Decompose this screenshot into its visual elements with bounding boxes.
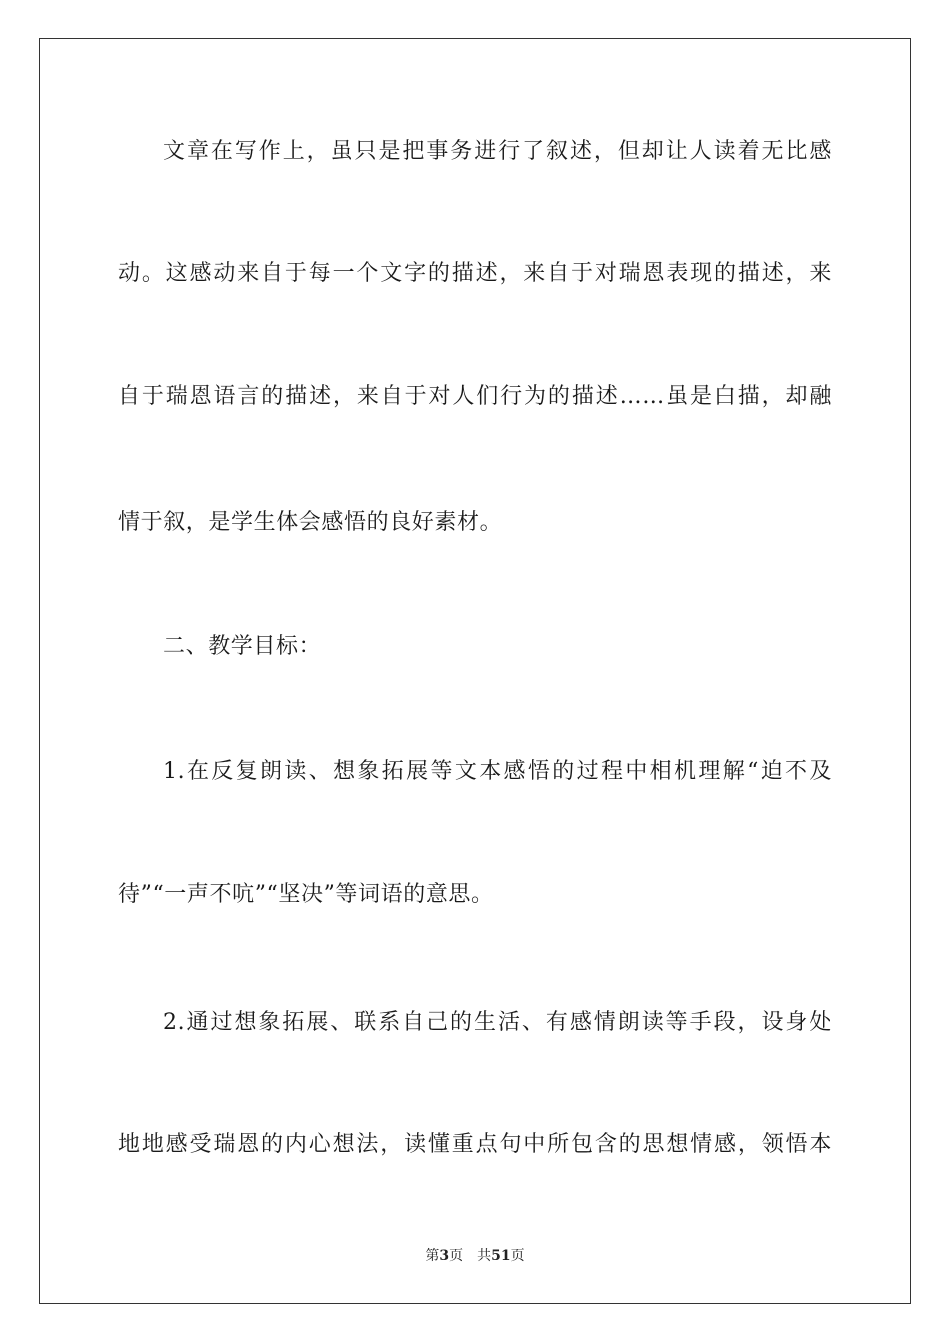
total-prefix: 共: [477, 1248, 492, 1264]
paragraph-line-3: 自于瑞恩语言的描述，来自于对人们行为的描述……虽是白描，却融: [118, 384, 832, 409]
goal-1-line-2: 待”“一声不吭”“坚决”等词语的意思。: [118, 882, 494, 907]
goal-1-line-1: 1.在反复朗读、想象拓展等文本感悟的过程中相机理解“迫不及: [163, 759, 832, 784]
page-suffix: 页: [449, 1248, 464, 1264]
paragraph-line-2: 动。这感动来自于每一个文字的描述，来自于对瑞恩表现的描述，来: [118, 261, 832, 286]
paragraph-line-1: 文章在写作上，虽只是把事务进行了叙述，但却让人读着无比感: [163, 139, 832, 164]
goal-2-line-2: 地地感受瑞恩的内心想法，读懂重点句中所包含的思想情感，领悟本: [118, 1132, 832, 1157]
page-number: 3: [439, 1248, 450, 1264]
paragraph-line-4: 情于叙，是学生体会感悟的良好素材。: [118, 510, 503, 535]
page-prefix: 第: [425, 1248, 440, 1264]
goal-2-line-1: 2.通过想象拓展、联系自己的生活、有感情朗读等手段，设身处: [163, 1010, 832, 1035]
total-pages: 51: [491, 1248, 511, 1264]
page-border: [39, 38, 911, 1304]
total-suffix: 页: [510, 1248, 525, 1264]
page-footer: [0, 1246, 950, 1266]
section-heading: 二、教学目标：: [163, 634, 322, 659]
